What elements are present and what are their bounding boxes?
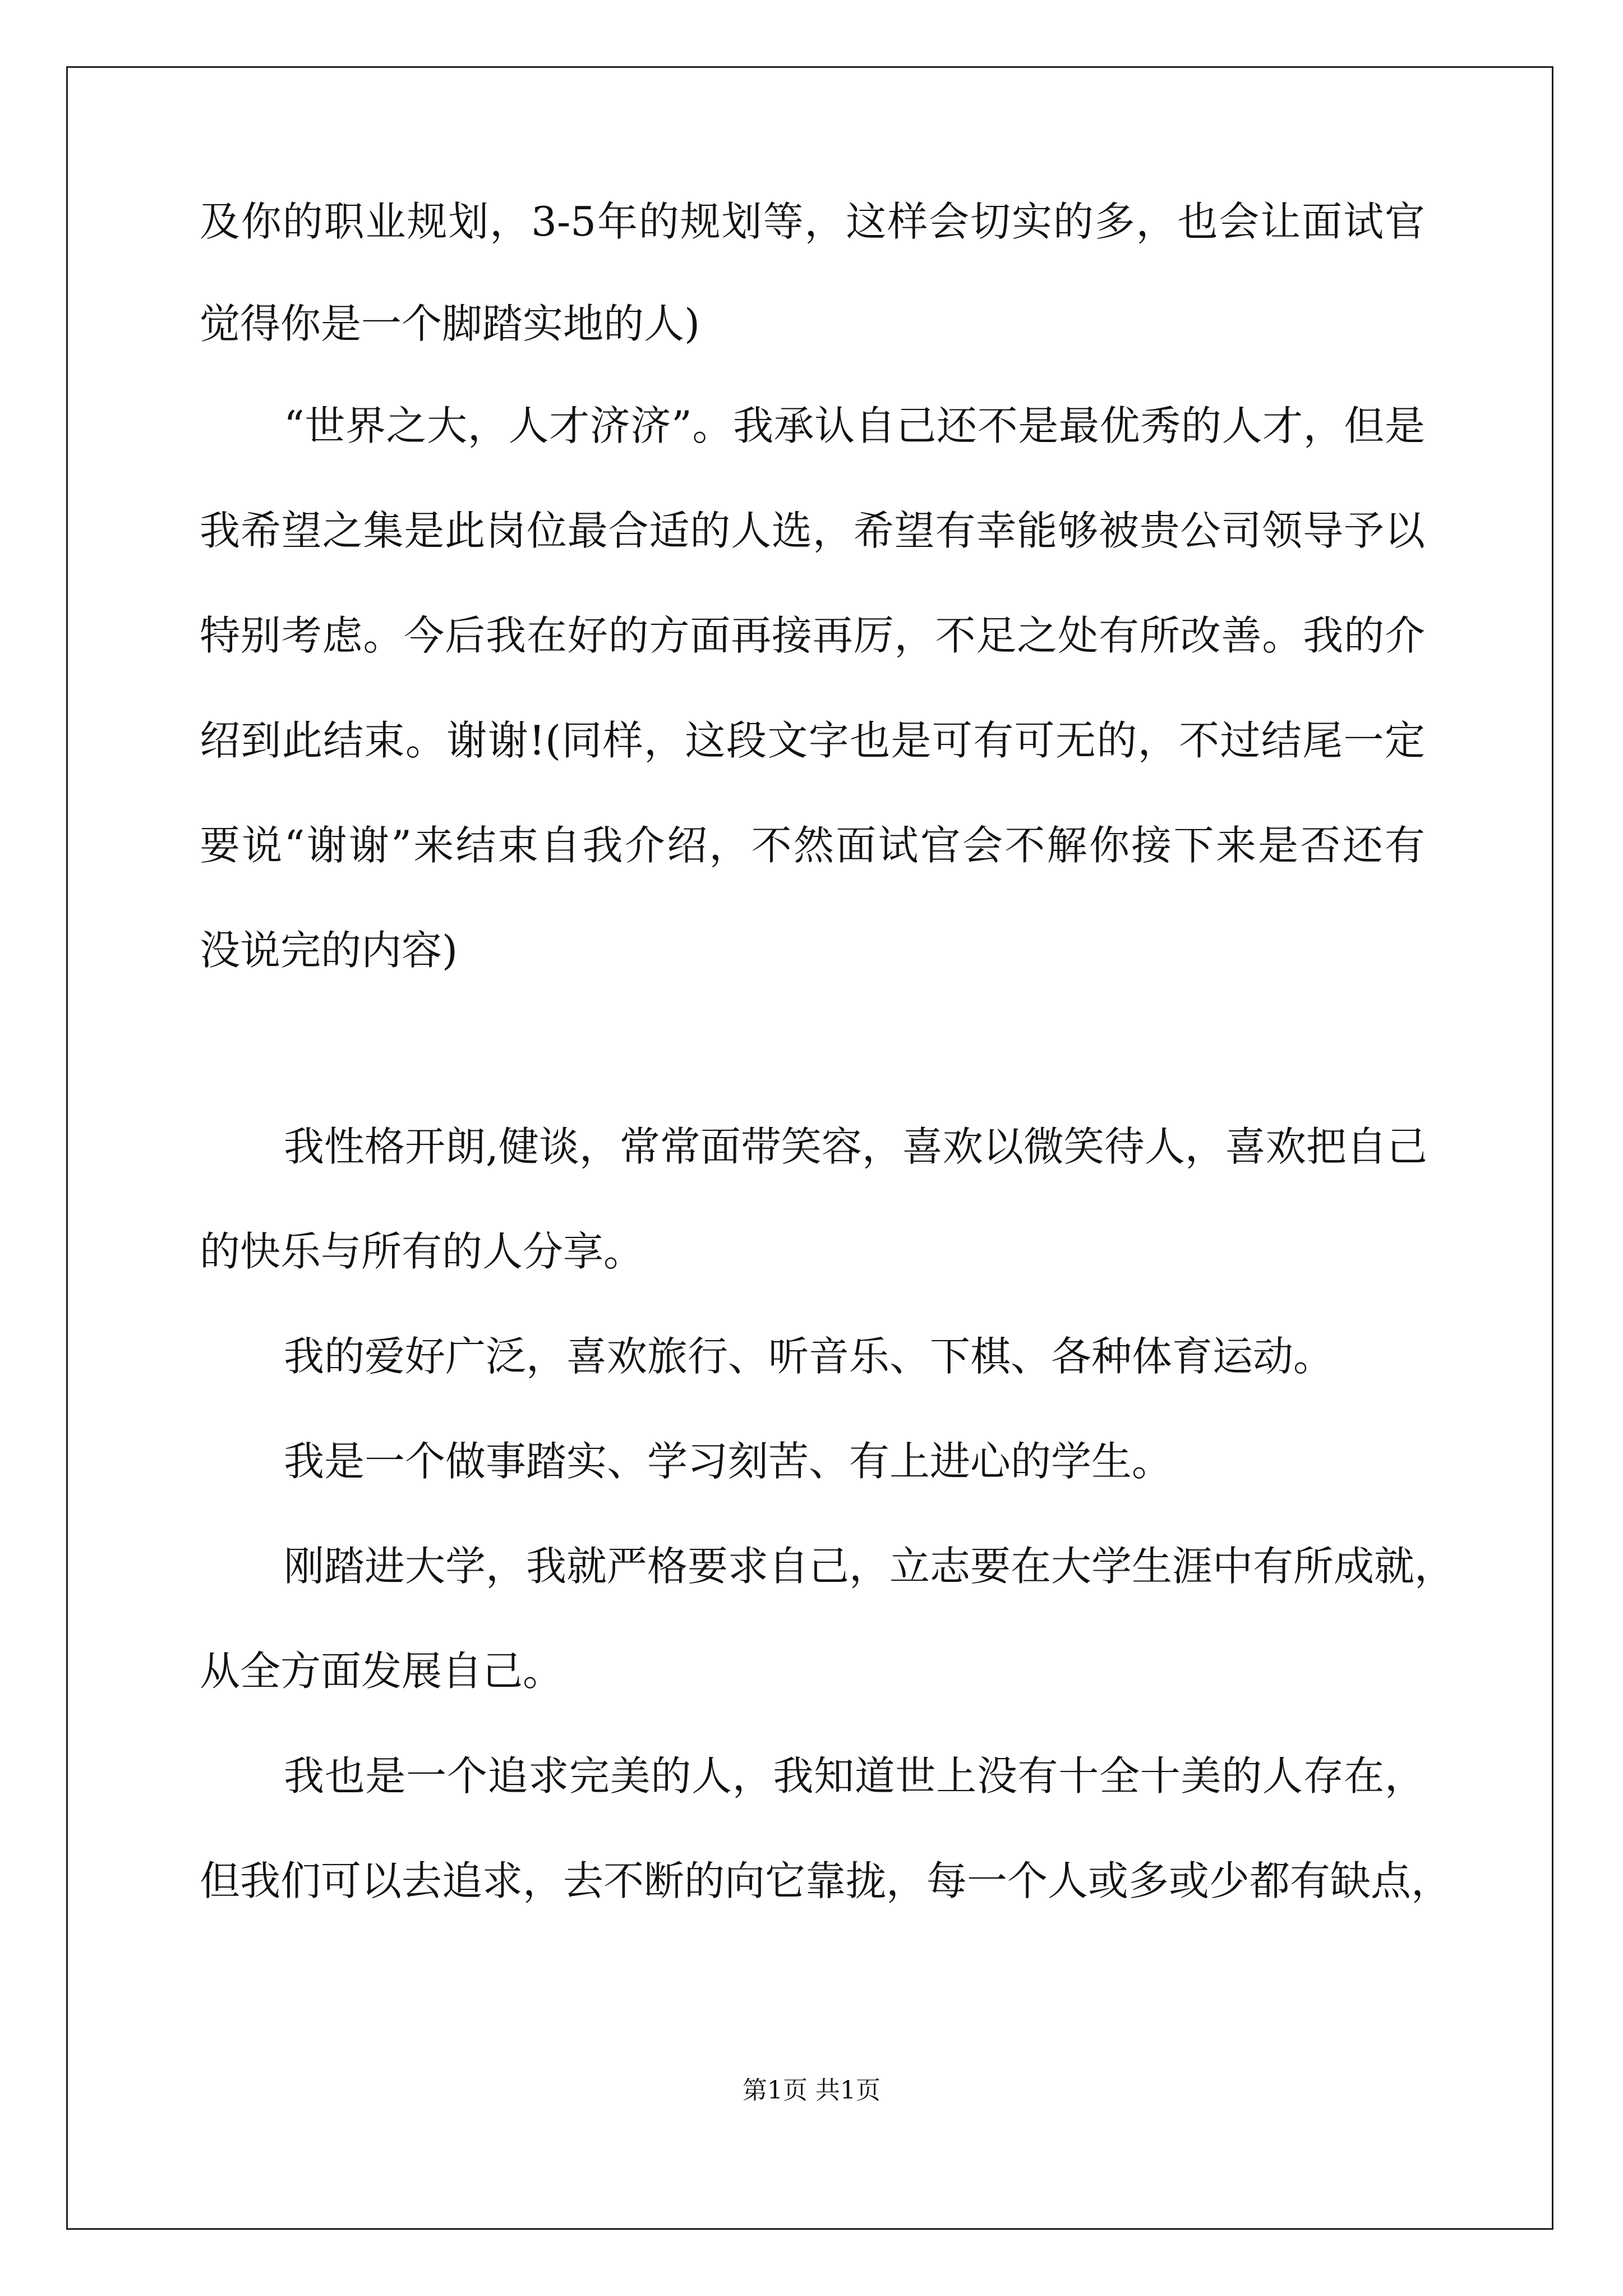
text-line: 我的爱好广泛，喜欢旅行、听音乐、下棋、各种体育运动。	[284, 1333, 1334, 1380]
text-line: 及你的职业规划，3-5年的规划等，这样会切实的多，也会让面试官	[200, 198, 1425, 245]
text-line: 绍到此结束。谢谢!(同样，这段文字也是可有可无的，不过结尾一定	[200, 717, 1425, 764]
document-body	[200, 198, 1455, 1904]
text-line: 我性格开朗,健谈，常常面带笑容，喜欢以微笑待人，喜欢把自己	[284, 1123, 1427, 1170]
paragraph-4	[200, 1334, 1425, 1379]
text-line: “世界之大，人才济济”。我承认自己还不是最优秀的人才，但是	[284, 402, 1425, 449]
text-line: 但我们可以去追求，去不断的向它靠拢，每一个人或多或少都有缺点，	[200, 1857, 1452, 1904]
text-line: 我是一个做事踏实、学习刻苦、有上进心的学生。	[284, 1438, 1173, 1485]
paragraph-6	[200, 1543, 1455, 1695]
text-line: 特别考虑。今后我在好的方面再接再厉，不足之处有所改善。我的介	[200, 612, 1425, 659]
paragraph-7	[200, 1752, 1452, 1904]
text-line: 要说“谢谢”来结束自我介绍，不然面试官会不解你接下来是否还有	[200, 822, 1425, 869]
text-line: 没说完的内容)	[200, 927, 458, 974]
paragraph-3	[200, 1124, 1425, 1274]
paragraph-5	[200, 1439, 1425, 1484]
page-footer: 第1页 共1页	[743, 2076, 880, 2105]
paragraph-2	[200, 403, 1425, 973]
paragraph-1	[200, 199, 1425, 346]
text-line: 的快乐与所有的人分享。	[200, 1228, 644, 1275]
text-line: 刚踏进大学，我就严格要求自己，立志要在大学生涯中有所成就，	[284, 1543, 1455, 1590]
text-line: 觉得你是一个脚踏实地的人)	[200, 300, 700, 347]
text-line: 我希望之集是此岗位最合适的人选，希望有幸能够被贵公司领导予以	[200, 507, 1425, 554]
text-line: 我也是一个追求完美的人，我知道世上没有十全十美的人存在，	[284, 1752, 1425, 1800]
text-line: 从全方面发展自己。	[200, 1648, 564, 1695]
